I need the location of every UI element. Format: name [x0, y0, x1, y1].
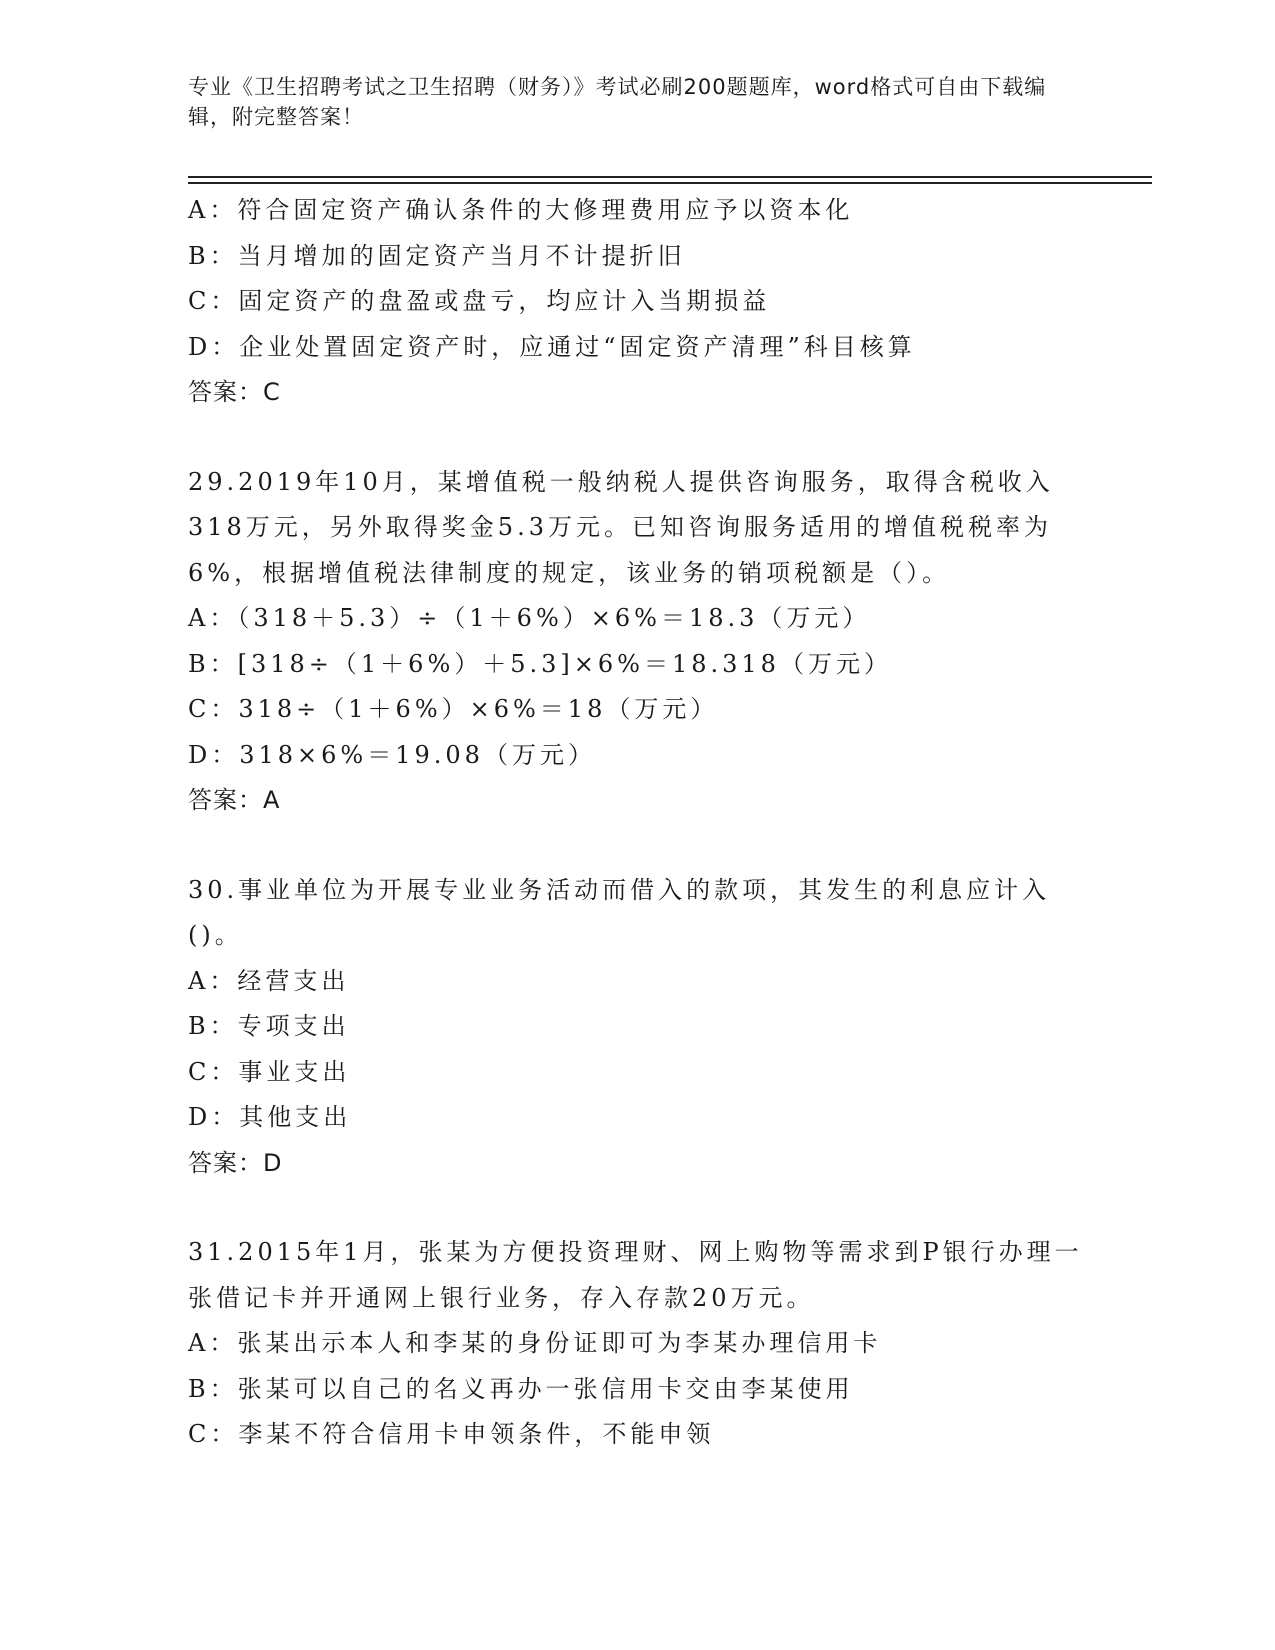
option-b: B：[318÷（1＋6%）＋5.3]×6%＝18.318（万元） [188, 649, 892, 678]
answer-line: 答案：A [188, 786, 281, 814]
question-31-block [188, 1230, 1088, 1458]
answer-line: 答案：C [188, 378, 281, 406]
option-b: B：张某可以自己的名义再办一张信用卡交由李某使用 [188, 1374, 854, 1403]
option-a: A：（318＋5.3）÷（1＋6%）×6%＝18.3（万元） [188, 604, 871, 632]
option-a: A：张某出示本人和李某的身份证即可为李某办理信用卡 [188, 1329, 882, 1357]
option-c: C：固定资产的盘盈或盘亏，均应计入当期损益 [188, 287, 771, 315]
document-body [188, 188, 1088, 1458]
option-c: C：318÷（1＋6%）×6%＝18（万元） [188, 695, 719, 723]
option-b: B：专项支出 [188, 1012, 350, 1040]
header-rule-bottom [188, 182, 1152, 184]
option-d: D：企业处置固定资产时，应通过“固定资产清理”科目核算 [188, 332, 916, 361]
option-d: D：318×6%＝19.08（万元） [188, 740, 596, 769]
question-28-block [188, 188, 1088, 416]
option-c: C：李某不符合信用卡申领条件，不能申领 [188, 1420, 715, 1448]
question-stem: 29.2019年10月，某增值税一般纳税人提供咨询服务，取得含税收入318万元，另外取得奖金5.3万元。已知咨询服务适用的增值税税率为6%，根据增值税法律制度的规定，该业务的销项税额是（）。 [188, 467, 1054, 587]
question-30-block [188, 868, 1088, 1187]
option-a: A：经营支出 [188, 966, 350, 995]
option-c: C：事业支出 [188, 1057, 351, 1086]
option-a: A：符合固定资产确认条件的大修理费用应予以资本化 [188, 196, 854, 224]
question-stem: 31.2015年1月，张某为方便投资理财、网上购物等需求到P银行办理一张借记卡并开通网上银行业务，存入存款20万元。 [188, 1238, 1083, 1312]
header-rule-top [188, 176, 1152, 178]
document-header: 专业《卫生招聘考试之卫生招聘（财务）》考试必刷200题题库，word格式可自由下载编辑，附完整答案！ [188, 75, 1047, 129]
option-d: D：其他支出 [188, 1103, 352, 1131]
answer-line: 答案：D [188, 1148, 283, 1177]
question-29-block [188, 460, 1088, 824]
option-b: B：当月增加的固定资产当月不计提折旧 [188, 241, 686, 270]
question-stem: 30.事业单位为开展专业业务活动而借入的款项，其发生的利息应计入()。 [188, 875, 1051, 949]
